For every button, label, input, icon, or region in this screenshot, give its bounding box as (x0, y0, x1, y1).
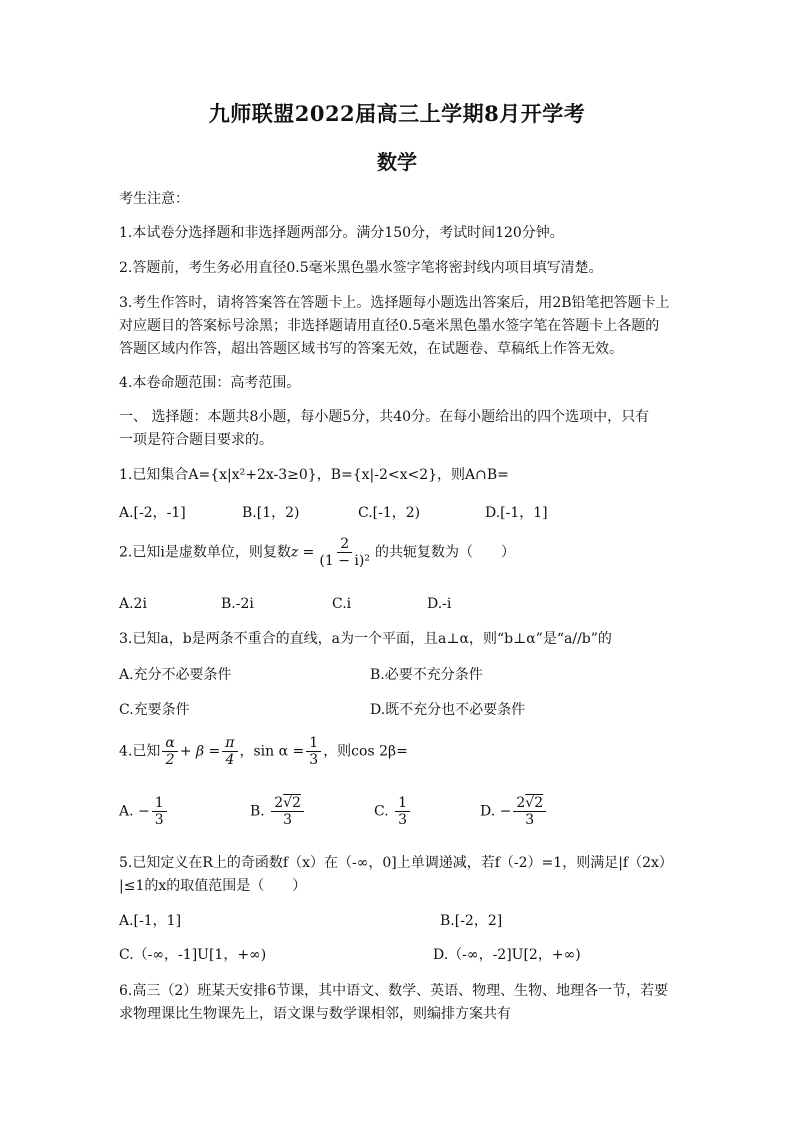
question-4-option-b-numerator (271, 795, 304, 812)
question-1-option-d: D.[-1，1] (485, 505, 548, 521)
question-2-option-b: B.-2i (221, 596, 254, 612)
question-2-option-c: C.i (332, 596, 352, 612)
question-4-option-b (250, 795, 306, 828)
notice-item-2: 2.答题前，考生务必用直径0.5毫米黑色墨水签字笔将密封线内项目填写清楚。 (119, 260, 603, 276)
question-4-option-b-label: B. (250, 803, 265, 820)
question-4-option-d-radical: √2 (525, 795, 544, 811)
notice-item-3-line-3: 答题区域内作答，超出答题区域书写的答案无效，在试题卷、草稿纸上作答无效。 (119, 341, 623, 357)
question-4-mid-1: + β = (179, 743, 221, 760)
question-2-option-d: D.-i (427, 596, 452, 612)
question-4-f1-numerator: α (162, 735, 177, 752)
question-4-option-d-coef: 2 (516, 795, 526, 811)
question-2-stem-suffix: 的共轭复数为（ ） (374, 544, 515, 561)
question-4-fraction-one-third (306, 735, 321, 768)
question-1-stem: 1.已知集合A={x|x²+2x-3≥0}，B={x|-2<x<2}，则A∩B= (119, 467, 509, 483)
question-4-option-d-label: D. (480, 803, 496, 820)
question-4-option-b-fraction (271, 795, 304, 828)
notice-item-4: 4.本卷命题范围：高考范围。 (119, 375, 301, 391)
question-1-option-a: A.[-2，-1] (119, 505, 186, 521)
notice-heading: 考生注意： (119, 191, 189, 207)
question-4-fraction-pi-quarter (222, 735, 237, 768)
question-2-z-label: z = (290, 544, 315, 561)
question-4-option-b-denominator: 3 (283, 812, 293, 829)
question-4-option-c (374, 795, 412, 828)
question-2-fraction (316, 536, 373, 569)
question-6-stem-line-2: 求物理课比生物课先上，语文课与数学课相邻，则编排方案共有 (119, 1006, 511, 1022)
question-4-option-c-denominator: 3 (398, 812, 408, 829)
question-4-option-c-label: C. (374, 803, 389, 820)
question-4-option-d-numerator (513, 795, 546, 812)
question-4-option-a-sign: − (138, 803, 150, 820)
question-4-option-d-denominator: 3 (525, 812, 535, 829)
question-4-option-d-fraction (513, 795, 546, 828)
question-4-f2-denominator: 4 (225, 752, 235, 769)
question-5-option-d: D.（-∞，-2]U[2，+∞) (433, 947, 581, 963)
question-5-option-a: A.[-1，1] (119, 913, 182, 929)
question-3-option-c: C.充要条件 (119, 702, 190, 718)
question-4-option-a-label: A. (119, 803, 134, 820)
question-4-option-a-denominator: 3 (154, 812, 164, 829)
question-3-option-a: A.充分不必要条件 (119, 667, 232, 683)
question-1-option-c: C.[-1，2) (358, 505, 421, 521)
question-4-f3-numerator: 1 (306, 735, 321, 752)
question-2-numerator: 2 (337, 536, 352, 553)
question-4-mid-2: ，sin α = (239, 743, 305, 760)
question-4-option-c-numerator: 1 (395, 795, 410, 812)
question-4-option-d-sign: − (499, 803, 512, 820)
exam-subject: 数学 (377, 150, 417, 174)
question-5-stem-line-1: 5.已知定义在R上的奇函数f（x）在（-∞，0]上单调递减，若f（-2）=1，则满足|f（2x） (119, 855, 673, 871)
section-heading-line-1: 一、 选择题：本题共8小题，每小题5分，共40分。在每小题给出的四个选项中，只有 (119, 409, 650, 425)
question-4-f2-numerator: π (222, 735, 237, 752)
question-6-stem-line-1: 6.高三（2）班某天安排6节课，其中语文、数学、英语、物理、生物、地理各一节，若要 (119, 983, 669, 999)
question-2-stem (119, 536, 679, 569)
question-2-option-a: A.2i (119, 596, 147, 612)
notice-item-3-line-2: 对应题目的答案标号涂黑；非选择题请用直径0.5毫米黑色墨水签字笔在答题卡上各题的 (119, 318, 660, 334)
question-2-denominator: (1 − i)² (319, 553, 370, 570)
exam-title: 九师联盟2022届高三上学期8月开学考 (208, 101, 586, 126)
question-3-option-b: B.必要不充分条件 (370, 667, 483, 683)
question-5-option-c: C.（-∞，-1]U[1，+∞) (119, 947, 267, 963)
question-5-option-b: B.[-2，2] (440, 913, 503, 929)
section-heading-line-2: 一项是符合题目要求的。 (119, 432, 273, 448)
question-1-option-b: B.[1，2) (242, 505, 300, 521)
question-5-stem-line-2: |≤1的x的取值范围是（ ） (119, 878, 307, 894)
question-4-option-b-radical: √2 (283, 795, 301, 811)
notice-item-1: 1.本试卷分选择题和非选择题两部分。满分150分，考试时间120分钟。 (119, 225, 564, 241)
question-3-option-d: D.既不充分也不必要条件 (370, 702, 526, 718)
question-4-fraction-alpha-half (162, 735, 177, 768)
notice-item-3-line-1: 3.考生作答时，请将答案答在答题卡上。选择题每小题选出答案后，用2B铅笔把答题卡上 (119, 295, 670, 311)
question-4-stem (119, 735, 679, 768)
question-4-option-a-fraction (152, 795, 167, 828)
question-4-stem-prefix: 4.已知 (119, 743, 161, 760)
question-4-f1-denominator: 2 (165, 752, 175, 769)
question-2-stem-prefix: 2.已知i是虚数单位，则复数 (119, 544, 291, 561)
question-4-option-a-numerator: 1 (152, 795, 167, 812)
question-4-option-a (119, 795, 169, 828)
question-4-option-b-coef: 2 (274, 795, 284, 811)
question-4-option-c-fraction (395, 795, 410, 828)
question-4-stem-suffix: ，则cos 2β= (323, 743, 408, 760)
question-4-f3-denominator: 3 (309, 752, 319, 769)
question-3-stem: 3.已知a，b是两条不重合的直线，a为一个平面，且a⊥α，则“b⊥α”是“a//b”的 (119, 631, 612, 647)
question-4-option-d (480, 795, 548, 828)
